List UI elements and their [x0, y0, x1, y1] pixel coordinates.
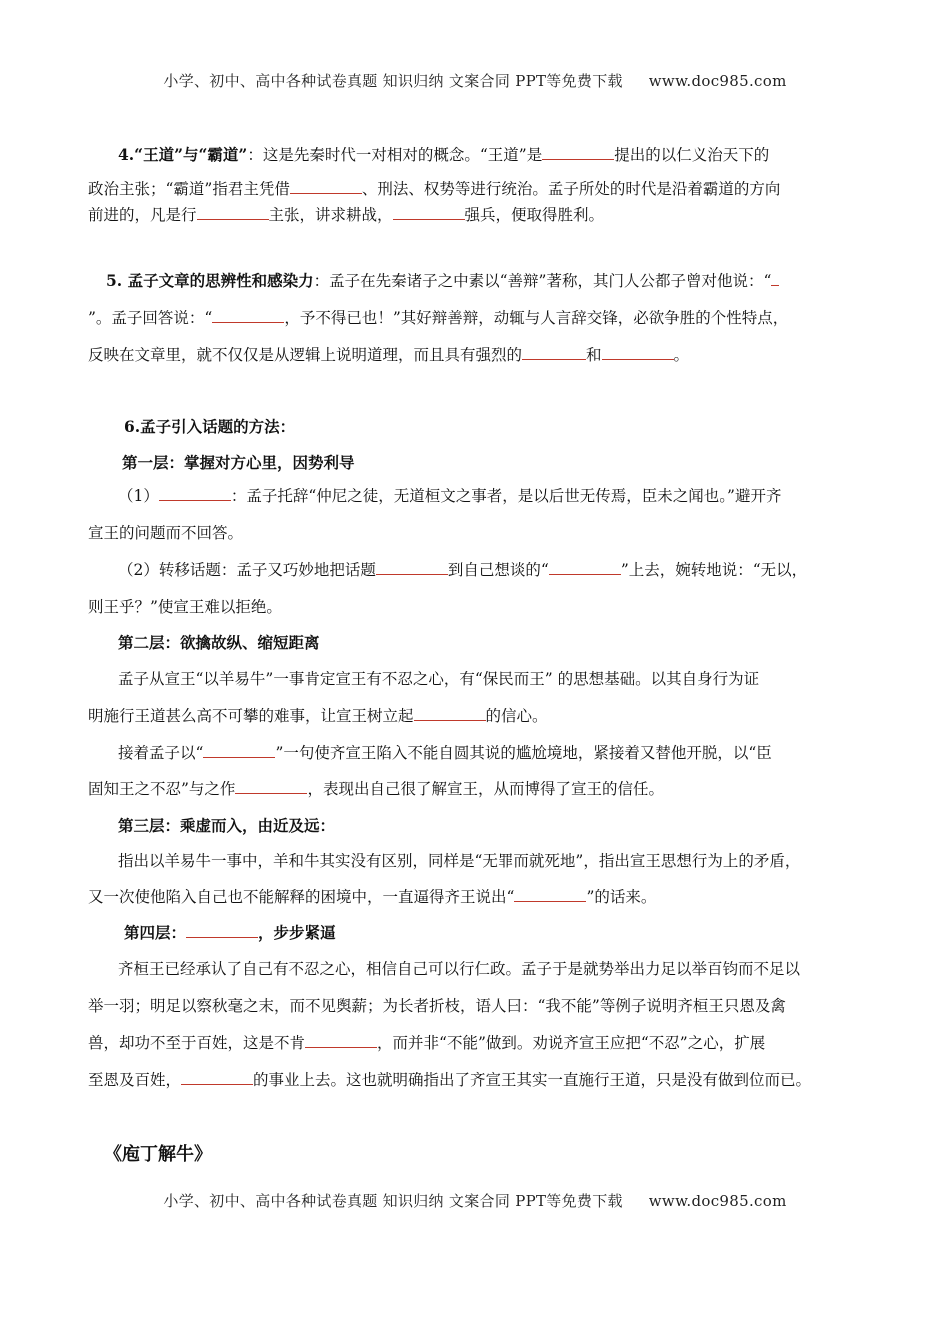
para6-line1: 齐桓王已经承认了自己有不忍之心，相信自己可以行仁政。孟子于是就势举出力足以举百钧而不足以 — [118, 960, 801, 978]
para1-line1: （1） ：孟子托辞“仲尼之徒，无道桓文之事者，是以后世无传焉，臣未之闻也。”避开齐 — [118, 487, 782, 505]
blank[interactable] — [542, 145, 614, 160]
blank[interactable] — [203, 743, 275, 758]
sec4-heading: 4.“王道”与“霸道” — [118, 145, 248, 164]
para1-line2: 宣王的问题而不回答。 — [88, 524, 244, 542]
para5-line2: 又一次使他陷入自己也不能解释的困境中，一直逼得齐王说出“ ”的话来。 — [88, 888, 657, 906]
blank[interactable] — [376, 560, 448, 575]
blank[interactable] — [212, 308, 284, 323]
footer-text: 小学、初中、高中各种试卷真题 知识归纳 文案合同 PPT等免费下载 — [163, 1192, 623, 1210]
page-header — [0, 70, 950, 91]
sec5-heading: 5. 孟子文章的思辨性和感染力 — [106, 271, 314, 290]
blank[interactable] — [290, 179, 362, 194]
sec6-heading: 6.孟子引入话题的方法： — [124, 417, 296, 436]
para6-line3: 兽，却功不至于百姓，这是不肯 ，而并非“不能”做到。劝说齐宣王应把“不忍”之心，扩展 — [88, 1034, 766, 1052]
para4-line2: 固知王之不忍”与之作 ，表现出自己很了解宣王，从而博得了宣王的信任。 — [88, 780, 664, 798]
blank[interactable] — [197, 205, 269, 220]
layer4-heading: 第四层： ，步步紧逼 — [124, 923, 336, 942]
layer2-heading: 第二层：欲擒故纵、缩短距离 — [118, 633, 320, 652]
para6-line2: 举一羽；明足以察秋毫之末，而不见舆薪；为长者折枝，语人曰：“我不能”等例子说明齐桓王只恩及禽 — [88, 997, 786, 1015]
header-url[interactable]: www.doc985.com — [648, 72, 787, 90]
layer3-heading: 第三层：乘虚而入，由近及远： — [118, 816, 336, 835]
blank[interactable] — [393, 205, 465, 220]
next-section-title: 《庖丁解牛》 — [104, 1144, 212, 1165]
para2-line1: （2）转移话题：孟子又巧妙地把话题 到自己想谈的“ ”上去，婉转地说：“无以， — [118, 561, 808, 579]
sec5-line1: 5. 孟子文章的思辨性和感染力：孟子在先秦诸子之中素以“善辩”著称，其门人公都子曾对他说：“ — [106, 270, 870, 292]
blank[interactable] — [159, 486, 231, 501]
header-text: 小学、初中、高中各种试卷真题 知识归纳 文案合同 PPT等免费下载 — [163, 72, 623, 90]
para3-line2: 明施行王道甚么高不可攀的难事，让宣王树立起 的信心。 — [88, 707, 548, 725]
para4-line1: 接着孟子以“ ”一句使齐宣王陷入不能自圆其说的尴尬境地，紧接着又替他开脱，以“臣 — [118, 744, 772, 762]
sec5-line3: 反映在文章里，就不仅仅是从逻辑上说明道理，而且具有强烈的 和 。 — [88, 346, 690, 364]
blank[interactable] — [522, 345, 586, 360]
sec4-line2: 政治主张；“霸道”指君主凭借 、刑法、权势等进行统治。孟子所处的时代是沿着霸道的方向 — [88, 180, 781, 198]
page-footer — [0, 1190, 950, 1211]
sec4-line1: 4.“王道”与“霸道”：这是先秦时代一对相对的概念。“王道”是 提出的以仁义治天下的 — [118, 145, 770, 164]
blank[interactable] — [549, 560, 621, 575]
para5-line1: 指出以羊易牛一事中，羊和牛其实没有区别，同样是“无罪而就死地”，指出宣王思想行为上的矛盾， — [118, 852, 801, 870]
footer-url[interactable]: www.doc985.com — [648, 1192, 787, 1210]
sec4-line3: 前进的，凡是行 主张，讲求耕战， 强兵，便取得胜利。 — [88, 206, 605, 224]
blank[interactable] — [181, 1070, 253, 1085]
blank[interactable] — [414, 706, 486, 721]
layer1-heading: 第一层：掌握对方心里，因势利导 — [122, 453, 355, 472]
blank[interactable] — [771, 271, 779, 286]
blank[interactable] — [514, 887, 586, 902]
para2-line2: 则王乎？”使宣王难以拒绝。 — [88, 598, 282, 616]
blank[interactable] — [235, 779, 307, 794]
sec5-line2: ”。孟子回答说：“ ，予不得已也！”其好辩善辩，动辄与人言辞交锋，必欲争胜的个性特点， — [88, 309, 789, 327]
para3-line1: 孟子从宣王“以羊易牛”一事肯定宣王有不忍之心，有“保民而王” 的思想基础。以其自身行为证 — [118, 670, 760, 688]
blank[interactable] — [186, 923, 258, 938]
para6-line4: 至恩及百姓， 的事业上去。这也就明确指出了齐宣王其实一直施行王道，只是没有做到位而已。 — [88, 1071, 812, 1089]
blank[interactable] — [602, 345, 674, 360]
blank[interactable] — [305, 1033, 377, 1048]
